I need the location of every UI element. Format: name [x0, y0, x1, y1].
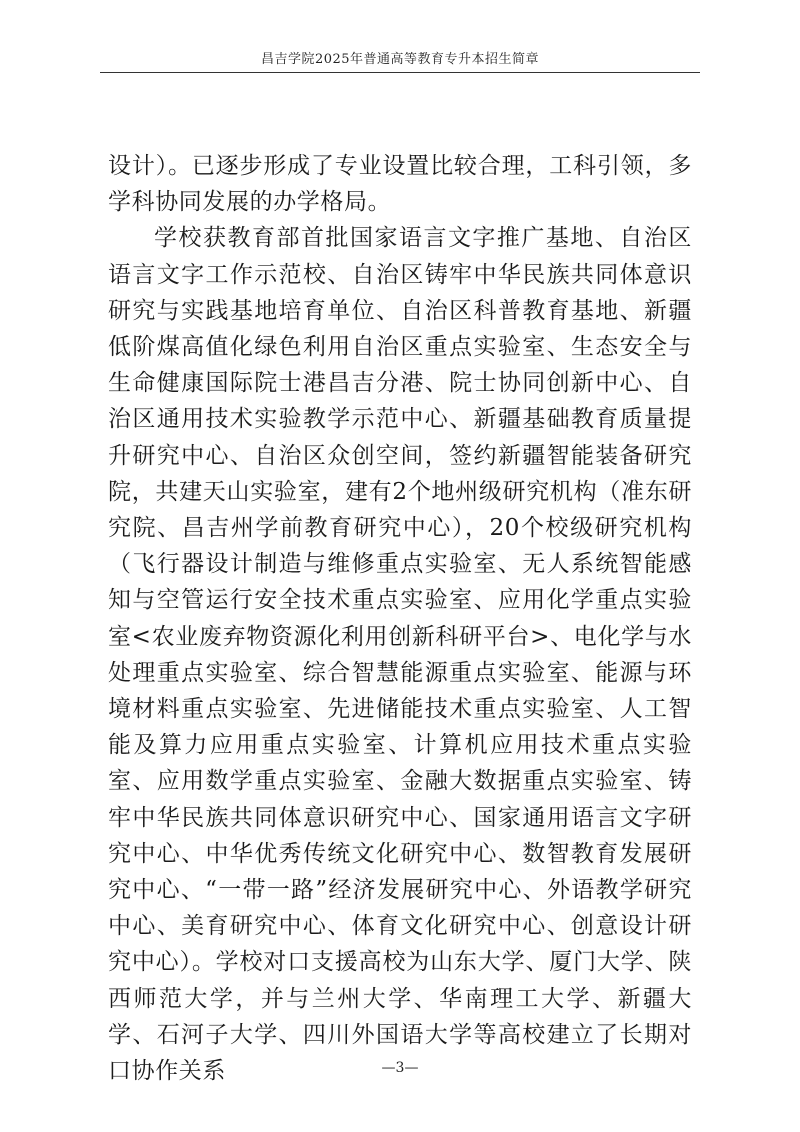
- running-header: 昌吉学院2025年普通高等教育专升本招生简章: [260, 52, 540, 67]
- page-number: —3—: [381, 1060, 419, 1076]
- body-text: [108, 148, 692, 1089]
- header-rule: [100, 72, 700, 73]
- paragraph-research-platforms: 学校获教育部首批国家语言文字推广基地、自治区语言文字工作示范校、自治区铸牢中华民族共同体意识研究与实践基地培育单位、自治区科普教育基地、新疆低阶煤高值化绿色利用自治区重点实验室、生态安全与生命健康国际院士港昌吉分港、院士协同创新中心、自治区通用技术实验教学示范中心、新疆基础教育质量提升研究中心、自治区众创空间，签约新疆智能装备研究院，共建天山实验室，建有2个地州级研究机构（准东研究院、昌吉州学前教育研究中心），20个校级研究机构（飞行器设计制造与维修重点实验室、无人系统智能感知与空管运行安全技术重点实验室、应用化学重点实验室<农业废弃物资源化利用创新科研平台>、电化学与水处理重点实验室、综合智慧能源重点实验室、能源与环境材料重点实验室、先进储能技术重点实验室、人工智能及算力应用重点实验室、计算机应用技术重点实验室、应用数学重点实验室、金融大数据重点实验室、铸牢中华民族共同体意识研究中心、国家通用语言文字研究中心、中华优秀传统文化研究中心、数智教育发展研究中心、“一带一路”经济发展研究中心、外语教学研究中心、美育研究中心、体育文化研究中心、创意设计研究中心）。学校对口支援高校为山东大学、厦门大学、陕西师范大学，并与兰州大学、华南理工大学、新疆大学、石河子大学、四川外国语大学等高校建立了长期对口协作关系: [108, 225, 692, 1085]
- paragraph-continuation: 设计）。已逐步形成了专业设置比较合理，工科引领，多学科协同发展的办学格局。: [108, 153, 692, 216]
